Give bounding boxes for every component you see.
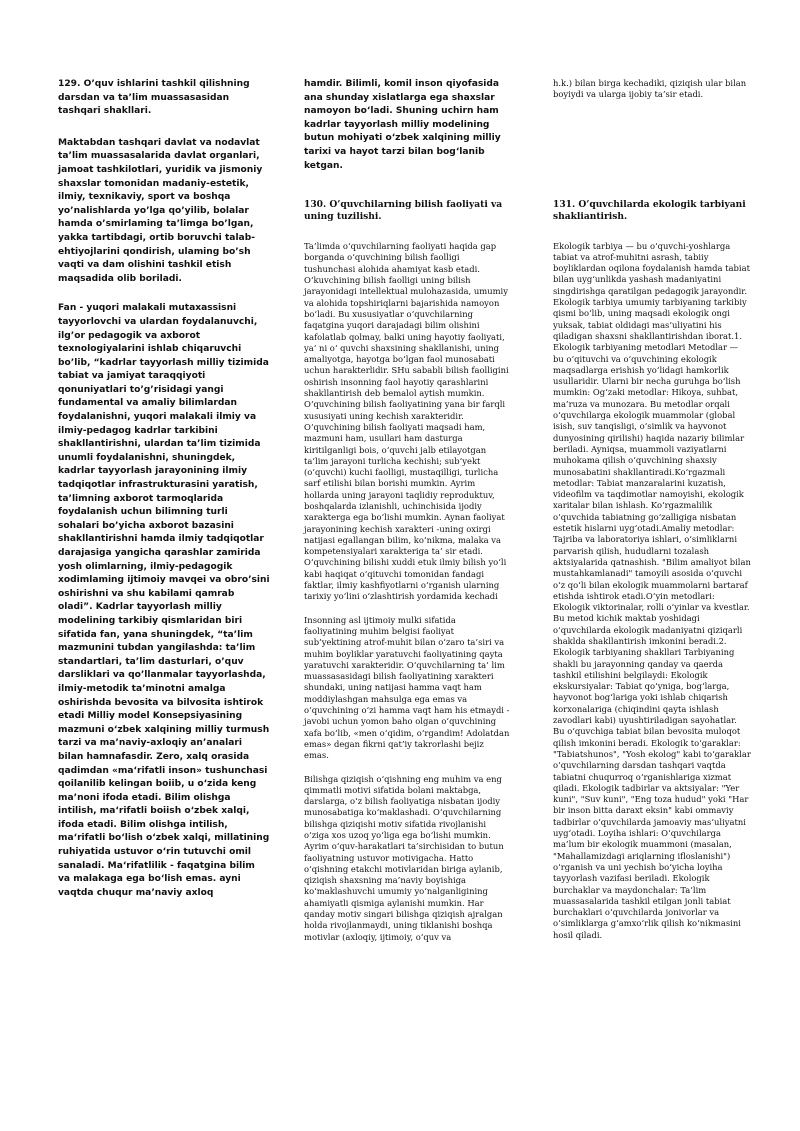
column-middle [304, 78, 510, 955]
section-129-paragraph-2: Fan - yuqori malakali mutaxassisni tayyorlovchi va ulardan foydalanuvchi, ilg’or pedagogik va axborot texnologiyalarini ishlab chiqaruvchi bo’lib, “kadrlar tayyorlash milliy tizimida tabiat va jamiyat taraqqiyoti qonuniyatlari to’g’risidagi yangi fundamental va amaliy bilimlardan foydalanishni, yuqori malakali ilmiy va ilmiy-pedagog kadrlar tarkibini shakllantirishni, ulardan ta’lim tizimida unumli foydalanishni, shuningdek, kadrlar tayyorlash jarayonining ilmiy tadqiqotlar infrastrukturasini yaratish, ta’limning axborot tarmoqlarida foydalanish uchun bilimning turli sohalari bo’yicha axborot bazasini shakllantirishni hamda ilmiy tadqiqotlar darajasiga yangicha qarashlar zamirida yosh olimlarning, ilmiy-pedagogik xodimlaming ijtimoiy mavqei va obro’sini oshirishni va shu kabilami qamrab oladi”. Kadrlar tayyorlash milliy modelining tarkibiy qismlaridan biri sifatida fan, yana shuningdek, “ta’lim mazmunini tubdan yangilashda: ta’lim standartlari, ta’lim dasturlari, o’quv darsliklari va qo’llanmalar tayyorlashda, ilmiy-metodik ta’minotni amalga oshirishda bevosita va bilvosita ishtirok etadi Milliy model Konsepsiyasining mazmuni o‘zbek xalqining milliy turmush tarzi va ma’naviy-axloqiy an’analari bilan hamnafasdir. Zero, xalq orasida qadimdan «ma‘rifatli inson» tushunchasi qoilanilib kelingan boiib, u o‘zida keng ma’noni ifoda etadi. Bilim olishga intilish, ma‘rifatli boiish o‘zbek xalqi, ifoda etadi. Bilim olishga intilish, ma‘rifatli bo‘lish o‘zbek xalqi, millatining ruhiyatida ustuvor o‘rin tutuvchi omil sanaladi. Ma‘rifatlilik - faqatgina bilim va malakaga ega bo‘lish emas. ayni vaqtda chuqur ma’naviy axloq [58, 303, 270, 898]
section-130-continuation: h.k.) bilan birga kechadiki, qiziqish ular bilan boyiydi va ularga ijobiy ta’sir etadi. [553, 78, 747, 100]
section-130-heading: 130. O’quvchilarning bilish faoliyati va uning tuzilishi. [304, 199, 503, 223]
section-129-paragraph-1: Maktabdan tashqari davlat va nodavlat ta’lim muassasalarida davlat organlari, jamoat tashkilotlari, yuridik va jismoniy shaxslar tomonidan madaniy-estetik, ilmiy, texnikaviy, sport va boshqa yo’nalishlarda yo’lga qo’yilib, bolalar hamda o’smirlaming ta’limga bo’lgan, yakka tartibdagi, ortib boruvchi talab-ehtiyojlarini qondirish, ulaming bo’sh vaqti va dam olishini tashkil etish maqsadida olib boriladi. [58, 137, 263, 284]
section-131-paragraph: Ekologik tarbiya — bu o‘quvchi-yoshlarga tabiat va atrof-muhitni asrash, tabiiy boyliklardan oqilona foydalanish hamda tabiat bilan uyg‘unlikda yashash madaniyatini singdirishga qaratilgan pedagogik jarayondir. Ekologik tarbiya umumiy tarbiyaning tarkibiy qismi bo‘lib, uning maqsadi ekologik ongi yuksak, tabiat oldidagi mas’uliyatini his qiladigan shaxsni shakllantirishdan iborat.1. Ekologik tarbiyaning metodlari Metodlar — bu o‘qituvchi va o‘quvchining ekologik maqsadlarga erishish yo‘lidagi hamkorlik usullaridir. Ularni bir necha guruhga bo‘lish mumkin: Og‘zaki metodlar: Hikoya, suhbat, ma’ruza va munozara. Bu metodlar orqali o‘quvchilarga ekologik muammolar (global isish, suv tanqisligi, o‘simlik va hayvonot dunyosining qirilishi) haqida nazariy bilimlar beriladi. Ayniqsa, muammoli vaziyatlarni muhokama qilish o‘quvchining shaxsiy munosabatini shakllantiradi.Ko‘rgazmali metodlar: Tabiat manzaralarini kuzatish, videofilm va taqdimotlar namoyishi, ekologik xaritalar bilan ishlash. Ko‘rgazmalilik o‘quvchida tabiatning go‘zalligiga nisbatan estetik hislarni uyg‘otadi.Amaliy metodlar: Tajriba va laboratoriya ishlari, o‘simliklarni parvarish qilish, hududlarni tozalash aktsiyalarida qatnashish. "Bilim amaliyot bilan mustahkamlanadi" tamoyili asosida o‘quvchi o‘z qo‘li bilan ekologik muammolarni bartaraf etishda ishtirok etadi.O‘yin metodlari: Ekologik viktorinalar, rolli o‘yinlar va kvestlar. Bu metod kichik maktab yoshidagi o‘quvchilarda ekologik madaniyatni qiziqarli shaklda shakllantirish imkonini beradi.2. Ekologik tarbiyaning shakllari Tarbiyaning shakli bu jarayonning qanday va qaerda tashkil etilishini belgilaydi: Ekologik ekskursiyalar: Tabiat qo‘yniga, bog‘larga, hayvonot bog‘lariga yoki ishlab chiqarish korxonalariga (chiqindini qayta ishlash zavodlari kabi) uyushtiriladigan sayohatlar. Bu o‘quvchiga tabiat bilan bevosita muloqot qilish imkonini beradi. Ekologik to‘garaklar: "Tabiatshunos", "Yosh ekolog" kabi to‘garaklar o‘quvchilarning darsdan tashqari vaqtda tabiatni chuqurroq o‘rganishlariga xizmat qiladi. Ekologik tadbirlar va aktsiyalar: "Yer kuni", "Suv kuni", "Eng toza hudud" yoki "Har bir inson bitta daraxt eksin" kabi ommaviy tadbirlar o‘quvchilarda jamoaviy mas’uliyatni uyg‘otadi. Loyiha ishlari: O‘quvchilarga ma’lum bir ekologik muammoni (masalan, "Mahallamizdagi ariqlarning ifloslanishi") o‘rganish va uni yechish bo‘yicha loyiha tayyorlash vazifasi beriladi. Ekologik burchaklar va maydonchalar: Ta’lim muassasalarida tashkil etilgan jonli tabiat burchaklari o‘quvchilarda jonivorlar va o‘simliklarga g‘amxo‘rlik qilish ko‘nikmasini hosil qiladi. [553, 240, 751, 940]
section-130-paragraph-2: Insonning asl ijtimoiy mulki sifatida faoliyatining muhim belgisi faoliyat sub’yektining atrof-muhit bilan o‘zaro ta’siri va muhim boyliklar yaratuvchi faoliyatining qayta yaratuvchi xarakteridir. O‘quvchilarning ta’ lim muassasasidagi bilish faoliyatining xarakteri shundaki, uning natijasi hamma vaqt ham moddiylashgan mahsulga ega emas va o‘quvchining o‘zi hamma vaqt ham his etmaydi - javobi uchun yomon baho olgan o‘quvchining xafa bo‘lib, «men o‘qidim, o‘rgandim! Adolatdan emas» degan fikrni qat’iy takrorlashi bejiz emas. [304, 614, 510, 761]
column-left [58, 78, 270, 916]
section-129-continuation: hamdir. Bilimli, komil inson qiyofasida ana shunday xislatlarga ega shaxslar namoyon bo‘ladi. Shuning uchirn ham kadrlar tayyorlash milliy modelining butun mohiyati o‘zbek xalqining milliy tarixi va hayot tarzi bilan bog‘lanib ketgan. [304, 79, 501, 171]
section-130-paragraph-1: Ta’limda o‘quvchilarning faoliyati haqida gap borganda o‘quvchining bilish faolligi tushunchasi alohida ahamiyat kasb etadi. O‘kuvchining bilish faolligi uning bilish jarayonidagi intellektual mulohazasida, umumiy va alohida topshiriqlarni bajarishida namoyon bo‘ladi. Bu xususiyatlar o‘quvchilarning faqatgina yuqori darajadagi bilim olishini kafolatlab qolmay, balki uning hayotiy faoliyati, ya’ ni o‘ quvchi shaxsining shakllanishi, uning amaliyotga, hayotga bo‘lgan faol munosabati uchun harakterlidir. SHu sababli bilish faolligini oshirish insonning faol hayotiy qarashlarini shakllantirish deb bemalol aytish mumkin. O‘quvchining bilish faoliyatining yana bir farqli xususiyati uning kechish xarakteridir. O‘quvchining bilish faoliyati maqsadi ham, mazmuni ham, usullari ham dasturga kiritilganligi bois, o‘quvchi jalb etilayotgan ta’lim jarayoni turlicha kechishi; sub’yekt (o‘quvchi) kuchi faolligi, mustaqilligi, turlicha sarf etilishi bilan borishi mumkin. Ayrim hollarda uning jarayoni taqlidiy reproduktuv, boshqalarda izlanishli, uchinchisida ijodiy xarakterga ega bo‘lishi mumkin. Aynan faoliyat jarayonining kechish xarakteri -uning oxirgi natijasi egallangan bilim, ko‘nikma, malaka va kompetensiyalari xarakteriga ta’ sir etadi. O‘quvchining bilishi xuddi etuk ilmiy bilish yo‘li kabi haqiqat o‘qituvchi tomonidan fandagi faktlar, ilmiy kashfiyotlarni o‘rganish ularning tarixiy yo‘lini o‘zlashtirish yordamida kechadi [304, 241, 509, 602]
section-131-heading: 131. O’quvchilarda ekologik tarbiyani shakliantirish. [553, 198, 746, 222]
section-129-heading: 129. O’quv ishlarini tashkil qilishning darsdan va ta’lim muassasasidan tashqari shakllari. [58, 79, 250, 117]
section-130-paragraph-3: Bilishga qiziqish o‘qishning eng muhim va eng qimmatli motivi sifatida bolani maktabga, darslarga, o‘z bilish faoliyatiga nisbatan ijodiy munosabatiga ko‘maklashadi. O‘quvchilarning bilishga qiziqishi motiv sifatida rivojlanishi o‘ziga xos uzoq yo‘liga ega bo‘lishi mumkin. Ayrim o‘quv-harakatlari ta’sirchisidan to butun faoliyatning ustuvor motivigacha. Hatto o‘qishning etakchi motivlaridan biriga aylanib, qiziqish shaxsning ma’naviy boyishiga ko‘maklashuvchi umumiy yo‘nalganligining ahamiyatli qismiga aylanishi mumkin. Har qanday motiv singari bilishga qiziqish ajralgan holda rivojlanmaydi, uning tiklanishi boshqa motivlar (axloqiy, ijtimoiy, o‘quv va [304, 773, 504, 942]
column-right [553, 78, 751, 941]
